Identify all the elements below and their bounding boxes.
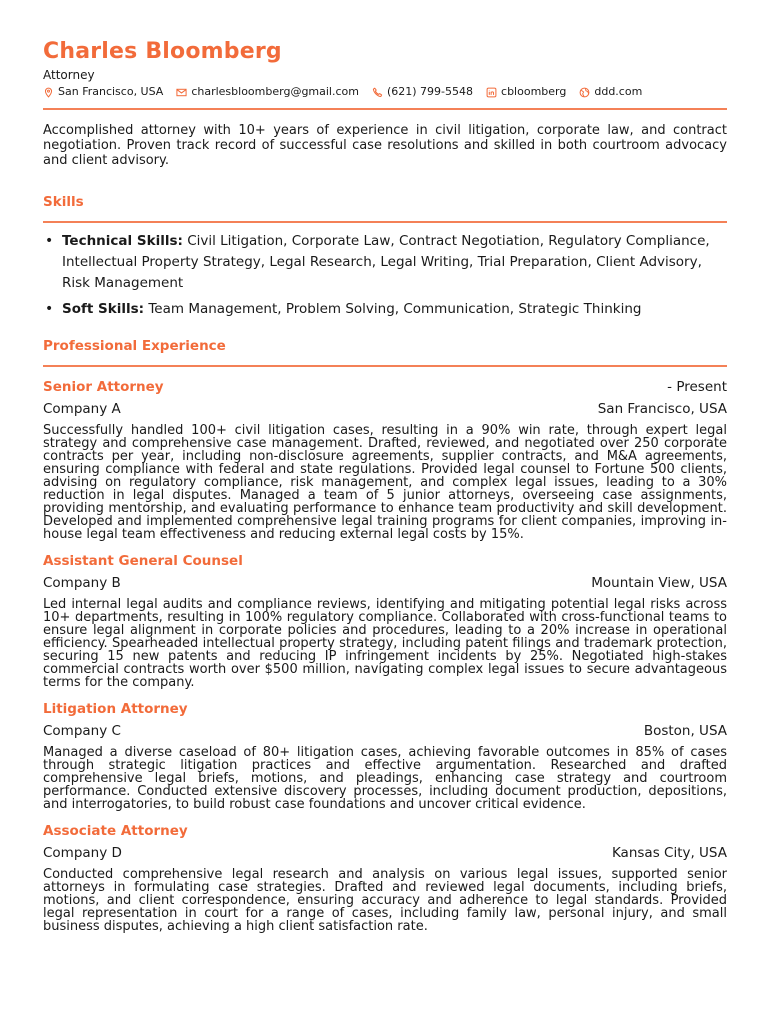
skill-text bbox=[62, 299, 641, 320]
job-subheader bbox=[43, 843, 727, 863]
job-company: Company C bbox=[43, 723, 121, 739]
job-location: Kansas City, USA bbox=[611, 845, 727, 861]
job-subheader bbox=[43, 721, 727, 741]
contact-phone[interactable] bbox=[372, 85, 473, 99]
professional-summary: Accomplished attorney with 10+ years of experience in civil litigation, corporate law, and contract negotiation. Proven track record of successful case resolutions and skilled in both courtroom advocacy and client advisory. bbox=[43, 123, 727, 168]
skills-list bbox=[43, 231, 727, 320]
job-dates: - Present bbox=[667, 379, 727, 395]
job-subheader bbox=[43, 573, 727, 593]
job-header bbox=[43, 821, 727, 841]
skill-item bbox=[43, 299, 727, 320]
job-company: Company D bbox=[43, 845, 122, 861]
job-description: Successfully handled 100+ civil litigation cases, resulting in a 90% win rate, through expert legal strategy and comprehensive case management. Drafted, reviewed, and negotiated over 250 corporate contracts per year, including non-disclosure agreements, supplier contracts, and M&A agreements, ensuring compliance with federal and state regulations. Provided legal counsel to Fortune 500 clients, advising on regulatory compliance, risk management, and complex legal issues, leading to a 30% reduction in legal disputes. Managed a team of 5 junior attorneys, overseeing case assignments, providing mentorship, and evaluating performance to enhance team productivity and skill development. Developed and implemented comprehensive legal training programs for client companies, improving in-house legal team effectiveness and reducing external legal costs by 15%. bbox=[43, 423, 727, 542]
globe-icon bbox=[579, 87, 590, 98]
job-description: Conducted comprehensive legal research and analysis on various legal issues, supported senior attorneys in formulating case strategies. Drafted and reviewed legal documents, including briefs, motions, and client correspondence, ensuring accuracy and adherence to legal standards. Provided legal representation in court for a range of cases, including family law, personal injury, and small business disputes, achieving a high client satisfaction rate. bbox=[43, 867, 727, 934]
location-pin-icon bbox=[43, 87, 54, 98]
bullet: • bbox=[45, 301, 54, 317]
skill-label: Soft Skills: bbox=[62, 301, 145, 317]
job-entry bbox=[43, 699, 727, 811]
contact-bar bbox=[43, 85, 727, 99]
skills-heading: Skills bbox=[43, 194, 84, 210]
contact-website[interactable] bbox=[579, 85, 642, 99]
experience-divider bbox=[43, 365, 727, 367]
job-description: Led internal legal audits and compliance reviews, identifying and mitigating potential legal risks across 10+ departments, resulting in 100% regulatory compliance. Collaborated with cross-functional teams to ensure legal alignment in corporate policies and procedures, leading to a 20% increase in operational efficiency. Spearheaded intellectual property strategy, including patent filings and trademark protection, securing 15 new patents and reducing IP infringement incidents by 25%. Negotiated high-stakes commercial contracts worth over $500 million, navigating complex legal issues to secure advantageous terms for the company. bbox=[43, 597, 727, 690]
job-header bbox=[43, 699, 727, 719]
skill-item bbox=[43, 231, 727, 294]
contact-phone-text: (621) 799-5548 bbox=[386, 85, 474, 98]
skill-label: Technical Skills: bbox=[62, 233, 183, 249]
job-entry bbox=[43, 551, 727, 689]
job-company: Company B bbox=[43, 575, 121, 591]
skills-divider bbox=[43, 221, 727, 223]
job-role: Senior Attorney bbox=[43, 379, 164, 395]
candidate-name: Charles Bloomberg bbox=[43, 39, 282, 64]
contact-location-text: San Francisco, USA bbox=[58, 85, 164, 98]
phone-icon bbox=[372, 87, 383, 98]
resume bbox=[43, 38, 727, 933]
experience-heading: Professional Experience bbox=[43, 338, 226, 354]
skill-text bbox=[62, 231, 727, 294]
job-subheader bbox=[43, 399, 727, 419]
job-role: Litigation Attorney bbox=[43, 701, 188, 717]
job-entry bbox=[43, 821, 727, 933]
envelope-icon bbox=[176, 87, 187, 98]
linkedin-icon bbox=[486, 87, 497, 98]
candidate-title: Attorney bbox=[43, 68, 95, 82]
job-location: Boston, USA bbox=[643, 723, 727, 739]
contact-email[interactable] bbox=[176, 85, 359, 99]
skill-value: Team Management, Problem Solving, Communication, Strategic Thinking bbox=[148, 301, 642, 317]
bullet: • bbox=[45, 233, 54, 249]
contact-email-text: charlesbloomberg@gmail.com bbox=[191, 85, 359, 98]
job-description: Managed a diverse caseload of 80+ litigation cases, achieving favorable outcomes in 85% of cases through strategic litigation practices and effective argumentation. Researched and drafted comprehensive legal briefs, motions, and pleadings, enhancing case strategy and courtroom performance. Conducted extensive discovery processes, including document production, depositions, and interrogatories, to build robust case foundations and uncover critical evidence. bbox=[43, 745, 727, 812]
job-role: Associate Attorney bbox=[43, 823, 188, 839]
job-role: Assistant General Counsel bbox=[43, 553, 243, 569]
contact-linkedin[interactable] bbox=[486, 85, 566, 99]
header-divider bbox=[43, 108, 727, 110]
contact-location bbox=[43, 85, 163, 99]
job-company: Company A bbox=[43, 401, 121, 417]
job-header bbox=[43, 377, 727, 397]
job-header bbox=[43, 551, 727, 571]
job-entry bbox=[43, 377, 727, 541]
job-location: San Francisco, USA bbox=[597, 401, 727, 417]
job-location: Mountain View, USA bbox=[591, 575, 727, 591]
skill-value: Civil Litigation, Corporate Law, Contract Negotiation, Regulatory Compliance, Intellectual Property Strategy, Legal Research, Legal Writing, Trial Preparation, Client Advisory, Risk Management bbox=[62, 233, 710, 291]
contact-linkedin-text: cbloomberg bbox=[501, 85, 567, 98]
contact-website-text: ddd.com bbox=[594, 85, 643, 98]
